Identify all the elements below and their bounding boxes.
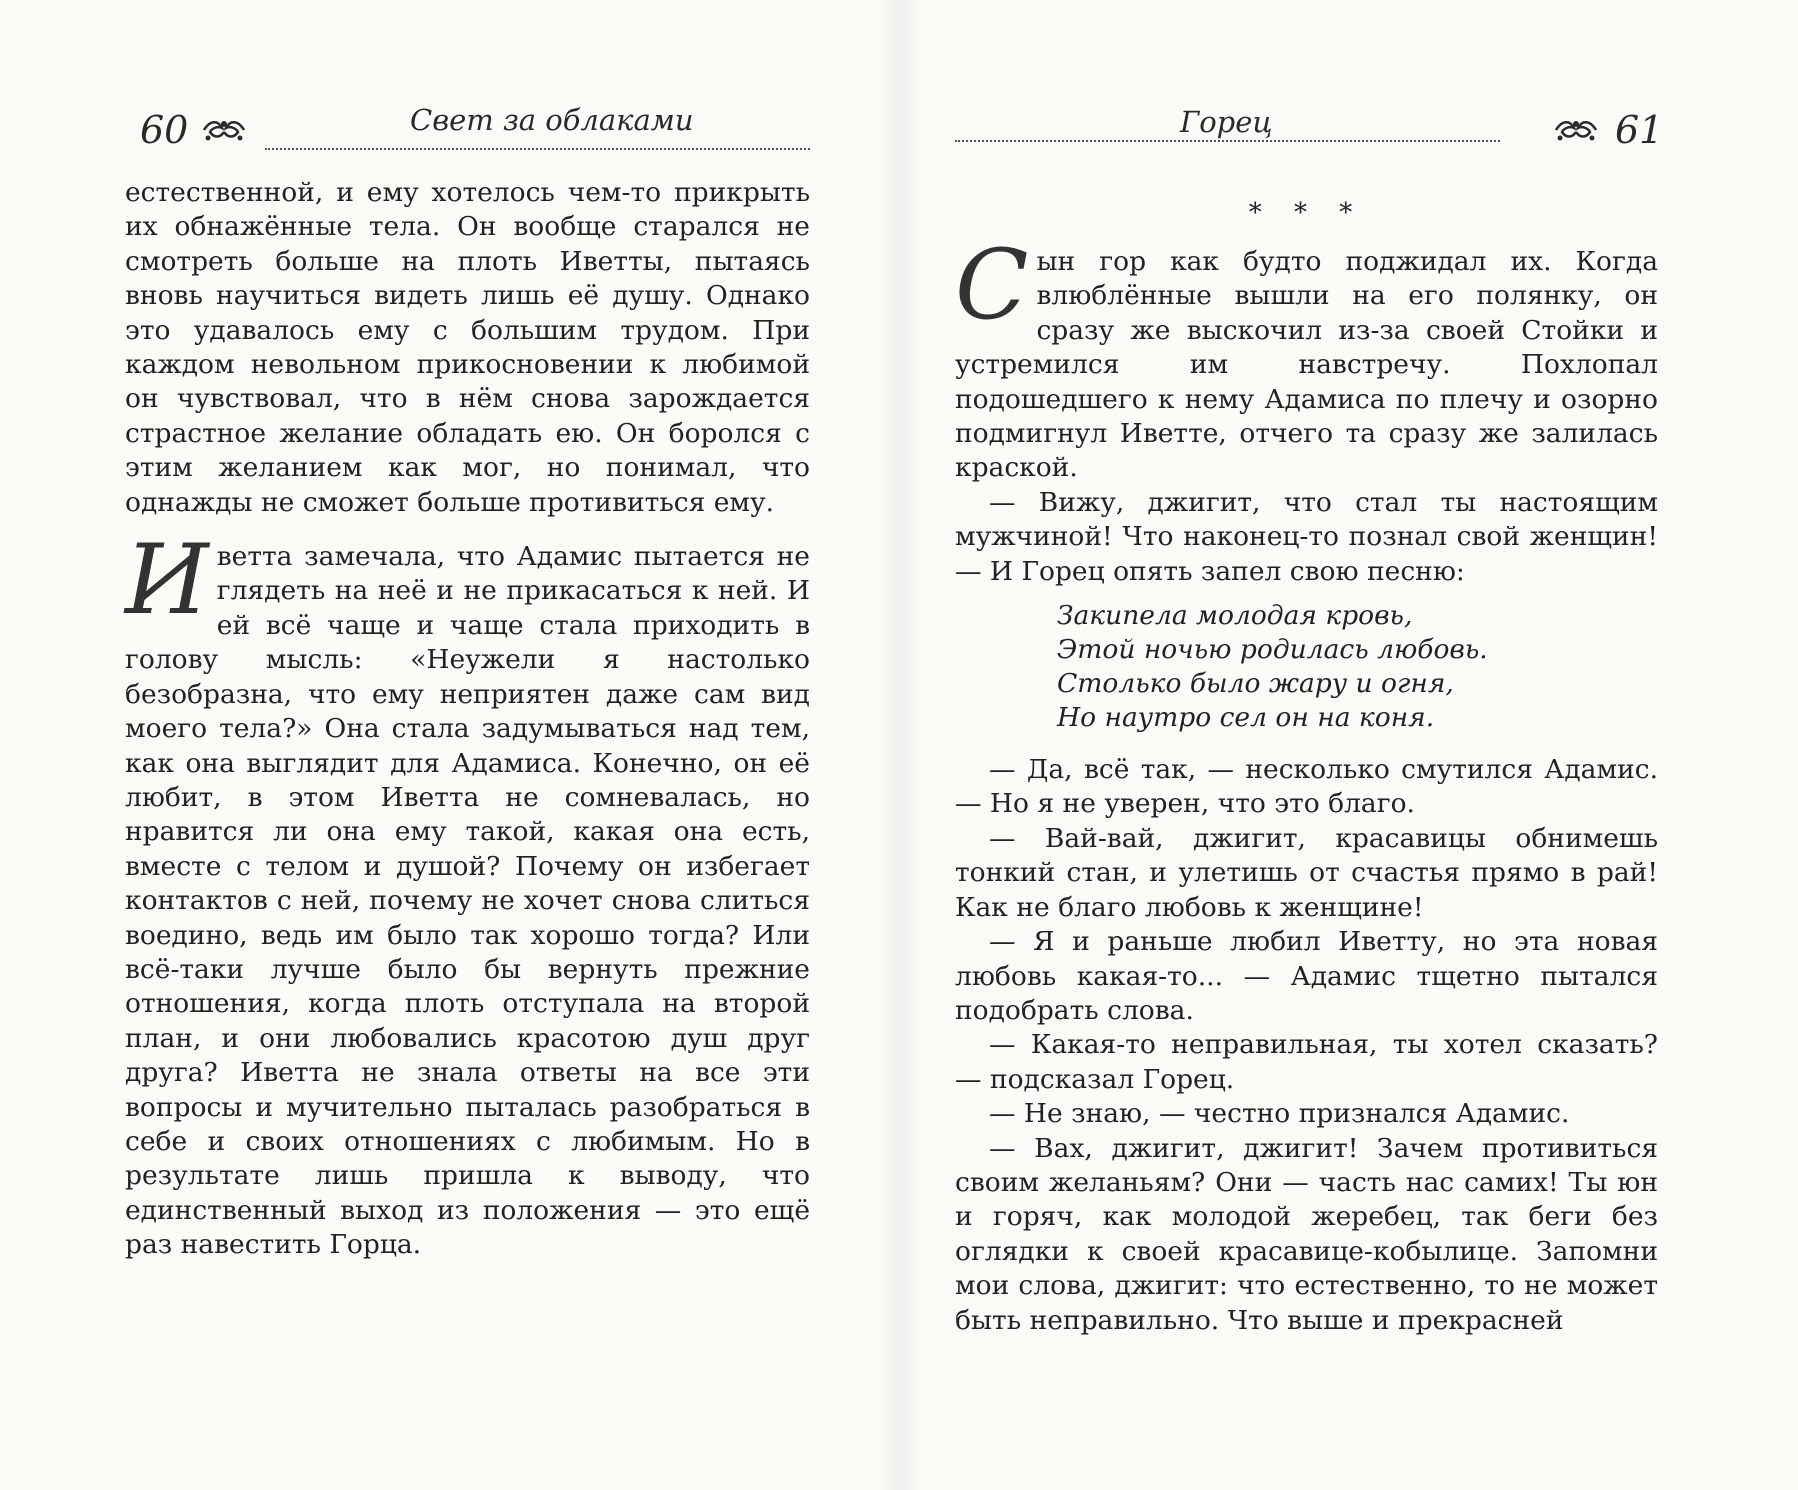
paragraph-continued: естественной, и ему хотелось чем-то прикрыть их обнажённые тела. Он вообще старался не смотреть больше на плоть Иветты, пытаясь вновь научиться видеть лишь её душу. Однако это удавалось ему с большим трудом. При каждом невольном прикосновении к любимой он чувствовал, что в нём снова зарождается страстное желание обладать ею. Он боролся с этим желанием как мог, но понимал, что однажды не сможет больше противиться ему. (125, 177, 810, 518)
dropcap: И (125, 524, 209, 637)
dialogue-line: — Какая-то неправильная, ты хотел сказать? — подсказал Горец. (955, 1029, 1658, 1095)
left-page-header (130, 103, 810, 160)
header-rule (265, 148, 810, 150)
dialogue-line: — Вижу, джигит, что стал ты настоящим мужчиной! Что наконец-то познал свой женщин! — И Горец опять запел свою песню: (955, 486, 1658, 587)
right-running-title: Горец (1180, 105, 1273, 139)
paragraph-text: ын гор как будто поджидал их. Когда влюблённые вышли на его полянку, он сразу же выскочил из-за своей Стойки и устремился им навстречу. Похлопал подошедшего к нему Адамиса по плечу и озорно подмигнул Иветте, отчего та сразу же залилась краской. (955, 246, 1658, 484)
section-break: * * * (1248, 198, 1365, 228)
verse-line: Этой ночью родилась любовь. (1057, 634, 1488, 666)
paragraph-text: ветта замечала, что Адамис пытается не глядеть на неё и не прикасаться к ней. И ей всё чаще и чаще стала приходить в голову мысль: «Неужели я настолько безобразна, что ему неприятен даже сам вид моего тела?» Она стала задумываться над тем, как она выглядит для Адамиса. Конечно, он её любит, в этом Иветта не сомневалась, но нравится ли она ему такой, какая она есть, вместе с телом и душой? Почему он избегает контактов с ней, почему не хочет снова слиться воедино, ведь им было так хорошо тогда? Или всё-таки лучше было бы вернуть прежние отношения, когда плоть отступала на второй план, и они любовались красотою душ друг друга? Иветта не знала ответы на все эти вопросы и мучительно пыталась разобраться в себе и своих отношениях с любимым. Но в результате лишь пришла к выводу, что единственный выход из положения — это ещё раз навестить Горца. (125, 541, 810, 1261)
floral-ornament-icon (200, 116, 248, 144)
verse-line: Столько было жару и огня, (1057, 668, 1454, 700)
right-page-number: 61 (1615, 108, 1664, 152)
dropcap: С (955, 229, 1029, 341)
right-page-body (955, 198, 1658, 1338)
header-rule (955, 140, 1500, 142)
paragraph-with-dropcap (955, 229, 1658, 486)
dialogue-line: — Не знаю, — честно признался Адамис. (989, 1098, 1570, 1130)
dialogue-line: — Вай-вай, джигит, красавицы обнимешь тонкий стан, и улетишь от счастья прямо в рай! Как не благо любовь к женщине! (955, 822, 1658, 923)
left-page-body (125, 176, 810, 1263)
left-page-number: 60 (140, 108, 189, 152)
right-page (900, 0, 1798, 1490)
dialogue-line: — Да, всё так, — несколько смутился Адамис. — Но я не уверен, что это благо. (955, 754, 1658, 820)
floral-ornament-icon (1552, 116, 1600, 144)
dialogue-line: — Вах, джигит, джигит! Зачем противиться своим желаньям? Они — часть нас самих! Ты юн и горяч, как молодой жеребец, так беги без оглядки к своей красавице-кобылице. Запомни мои слова, джигит: что естественно, то не может быть неправильно. Что выше и прекрасней (955, 1132, 1658, 1336)
verse (1057, 599, 1658, 735)
left-running-title: Свет за облаками (410, 103, 694, 137)
verse-line: Но наутро сел он на коня. (1057, 702, 1435, 734)
verse-line: Закипела молодая кровь, (1057, 600, 1413, 632)
right-page-header (955, 105, 1664, 160)
dialogue-line: — Я и раньше любил Иветту, но эта новая любовь какая-то... — Адамис тщетно пытался подобрать слова. (955, 926, 1658, 1026)
paragraph-with-dropcap (125, 524, 810, 1263)
